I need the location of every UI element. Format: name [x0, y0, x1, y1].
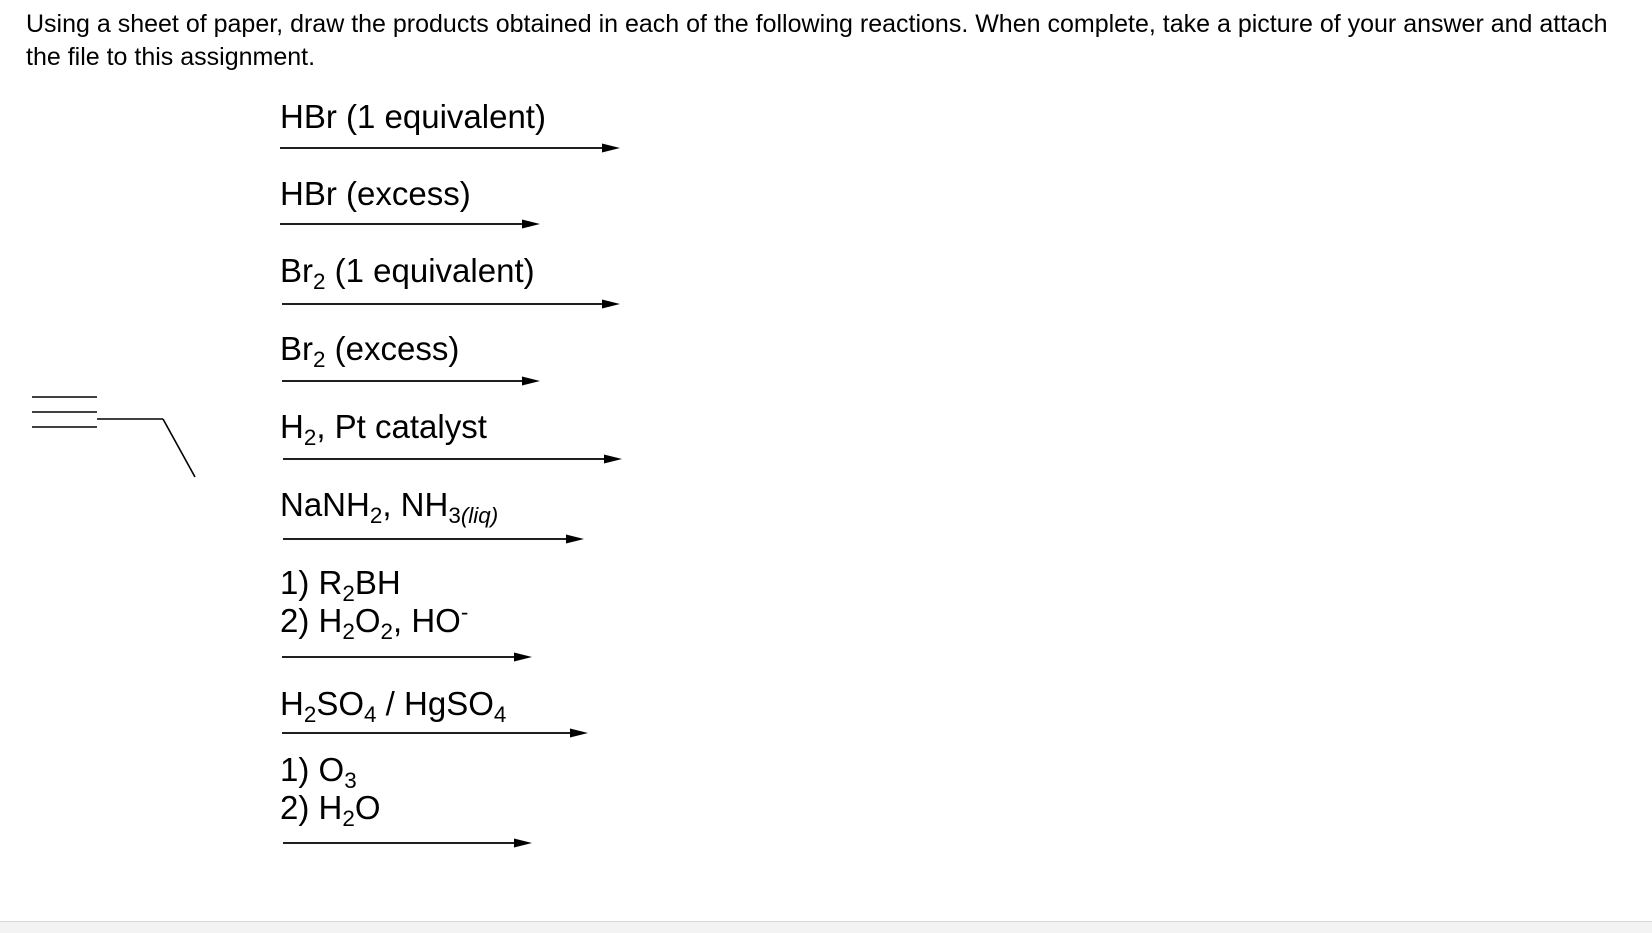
reagent-text-segment: (liq): [460, 503, 499, 529]
reaction-arrows: [0, 0, 660, 880]
reagent-text-segment: / HgSO: [376, 685, 494, 722]
reagent-text-segment: 3: [448, 503, 461, 529]
reagent-text-segment: 4: [364, 702, 377, 728]
reagent-text-segment: 2: [313, 269, 326, 295]
reaction-7-arrow: [282, 653, 532, 662]
page-bottom-divider: [0, 921, 1652, 933]
reagent-text-segment: HBr (excess): [280, 175, 471, 212]
reaction-3-arrow: [282, 300, 620, 309]
reagent-text-segment: 2) H: [280, 789, 343, 826]
reagent-text-segment: 2: [342, 581, 355, 607]
reagent-text-segment: O: [354, 789, 381, 826]
reagent-text-segment: 2: [380, 619, 393, 645]
reagent-text-segment: 2: [342, 619, 355, 645]
reagent-text-segment: NaNH: [280, 486, 370, 523]
reagent-text-segment: H: [280, 685, 304, 722]
reagent-text-segment: (1 equivalent): [325, 252, 535, 289]
reagent-text-segment: , Pt catalyst: [316, 408, 487, 445]
reagent-text-segment: , NH: [382, 486, 449, 523]
reagent-text-segment: 1) R: [280, 564, 343, 601]
reagent-text-segment: SO: [316, 685, 365, 722]
reaction-4-arrow: [282, 377, 540, 386]
reaction-9-arrow: [283, 839, 532, 848]
reagent-text-segment: 2: [303, 702, 317, 728]
reagent-text-segment: 1) O: [280, 751, 345, 788]
reagent-text-segment: 2: [303, 425, 317, 451]
reaction-8-arrow: [282, 729, 588, 738]
reagent-text-segment: Br: [280, 330, 313, 367]
assignment-instructions: Using a sheet of paper, draw the products obtained in each of the following reactions. When complete, take a picture of your answer and attach the file to this assignment.: [26, 10, 1608, 71]
reaction-5-arrow: [283, 455, 622, 464]
reagent-text-segment: 4: [493, 702, 507, 728]
reagent-text-segment: (excess): [325, 330, 460, 367]
reagent-text-segment: 2: [369, 503, 383, 529]
reagent-text-segment: 3: [344, 768, 357, 794]
reagent-text-segment: HBr (1 equivalent): [280, 98, 546, 135]
reagent-text-segment: Br: [280, 252, 313, 289]
reagent-text-segment: 2) H: [280, 602, 343, 639]
reagent-text-segment: , HO: [392, 602, 461, 639]
reagent-text-segment: -: [460, 599, 469, 625]
reaction-2-arrow: [280, 220, 540, 229]
reagent-text-segment: BH: [354, 564, 401, 601]
reagent-text-segment: 2: [342, 806, 355, 832]
reagent-text-segment: H: [280, 408, 304, 445]
reaction-1-arrow: [280, 144, 620, 153]
reaction-6-arrow: [283, 535, 584, 544]
reagent-text-segment: O: [354, 602, 381, 639]
reagent-text-segment: 2: [313, 347, 326, 373]
